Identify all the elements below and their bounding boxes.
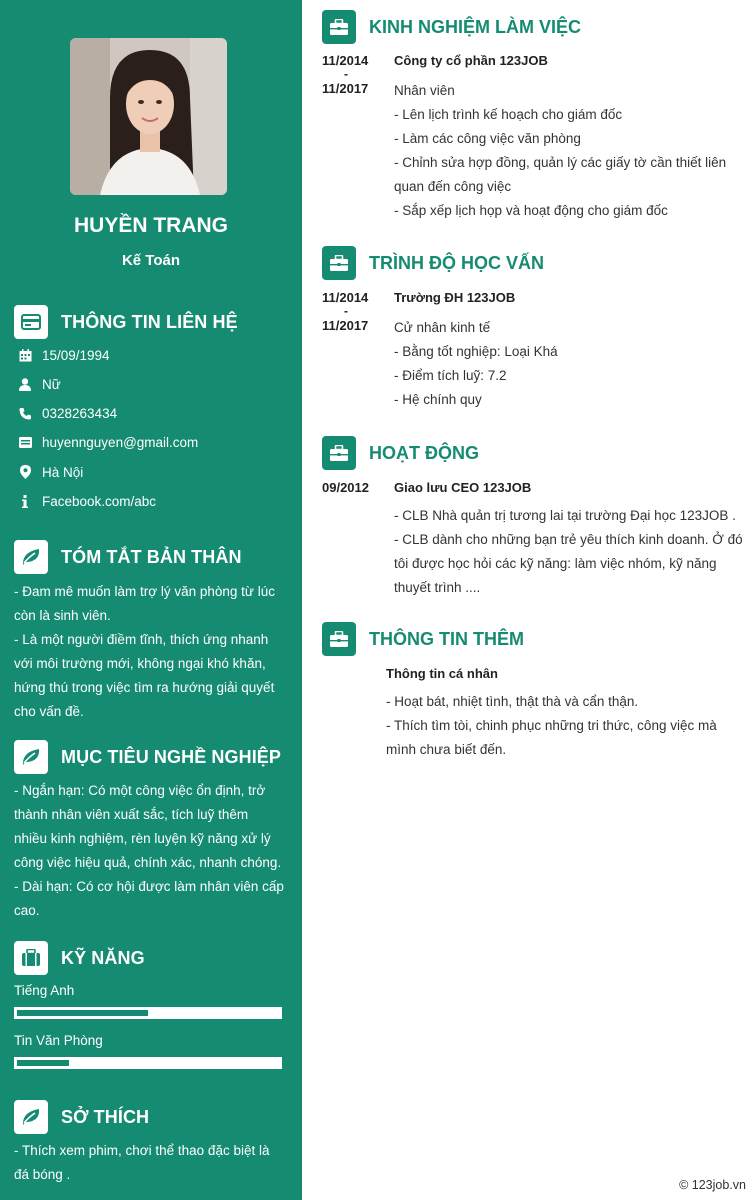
additional-section-header [322,622,524,656]
contact-gender [18,374,61,394]
education-details: Cử nhân kinh tế - Bằng tốt nghiệp: Loại Khá - Điểm tích luỹ: 7.2 - Hệ chính quy [394,320,558,407]
briefcase-icon [322,436,356,470]
activities-date: 09/2012 [322,480,369,495]
skill-bar-office [14,1057,282,1069]
skill-fill [17,1010,148,1016]
education-title: TRÌNH ĐỘ HỌC VẤN [369,252,544,273]
briefcase-icon [322,246,356,280]
person-role: Kế Toán [121,252,181,269]
leaf-icon [14,740,48,774]
contact-phone [18,403,117,423]
phone-icon [18,406,32,420]
contact-website [18,491,156,511]
additional-subtitle: Thông tin cá nhân [386,666,498,681]
additional-details: - Hoạt bát, nhiệt tình, thật thà và cẩn thận. - Thích tìm tòi, chinh phục những tri thức, công việc mà mình chưa biết đến. [386,694,717,757]
activities-event: Giao lưu CEO 123JOB [394,480,532,495]
experience-section-header [322,10,581,44]
skill-bar-english [14,1007,282,1019]
email-value[interactable]: huyennguyen@gmail.com [42,434,199,450]
footer-credit: © 123job.vn [679,1178,746,1192]
education-section-header [322,246,544,280]
sidebar [0,0,302,1200]
education-date-from: 11/2014 [322,290,369,305]
hobbies-section-header [14,1100,149,1134]
contact-birthday [18,345,110,365]
objective-section-header [14,740,281,774]
summary-text: - Đam mê muốn làm trợ lý văn phòng từ lúc còn là sinh viên. - Là một người điềm tĩnh, thích ứng nhanh với môi trường mới, không ngại khó khăn, hứng thú trong việc tìm ra hướng giải quyết cho vấn đề. [14,584,275,719]
activities-details: - CLB Nhà quản trị tương lai tại trường Đại học 123JOB . - CLB dành cho những bạn trẻ yêu thích kinh doanh. Ở đó tôi được học hỏi các kỹ năng: làm việc nhóm, kỹ năng thuyết trình .... [394,508,743,595]
experience-title: KINH NGHIỆM LÀM VIỆC [369,16,582,37]
summary-title: TÓM TẮT BẢN THÂN [61,546,242,567]
experience-date-from: 11/2014 [322,53,369,68]
avatar [70,38,227,195]
objective-text: - Ngắn hạn: Có một công việc ổn định, trở thành nhân viên xuất sắc, tích luỹ thêm nhiều kinh nghiệm, rèn luyện kỹ năng xử lý công việc hiệu quả, chính xác, nhanh chóng. - Dài hạn: Có cơ hội được làm nhân viên cấp cao. [14,783,284,918]
contact-title: THÔNG TIN LIÊN HỆ [61,311,238,332]
objective-title: MỤC TIÊU NGHỀ NGHIỆP [61,746,282,767]
skill-label-english: Tiếng Anh [14,983,75,998]
calendar-icon [18,348,32,362]
leaf-icon [14,1100,48,1134]
address-value: Hà Nội [42,464,84,480]
experience-details: Nhân viên - Lên lịch trình kế hoạch cho giám đốc - Làm các công việc văn phòng - Chỉnh sửa hợp đồng, quản lý các giấy tờ cần thiết liên quan đến công việc - Sắp xếp lịch họp và hoạt động cho giám đốc [394,83,727,218]
skill-fill [17,1060,69,1066]
education-date-dash: - [344,304,348,318]
summary-section-header [14,540,242,574]
skills-title: KỸ NĂNG [61,947,145,968]
experience-date-to: 11/2017 [322,81,369,96]
phone-value: 0328263434 [42,405,118,421]
user-icon [18,377,32,391]
hobbies-title: SỞ THÍCH [61,1106,150,1127]
education-date-to: 11/2017 [322,318,369,333]
birthday-value: 15/09/1994 [42,347,110,363]
gender-value: Nữ [42,376,61,392]
email-icon [18,435,32,449]
info-icon [18,494,32,508]
skills-section-header [14,941,145,975]
website-value[interactable]: Facebook.com/abc [42,493,157,509]
education-school: Trường ĐH 123JOB [394,290,516,305]
briefcase-icon [322,10,356,44]
activities-section-header [322,436,479,470]
skill-label-office: Tin Văn Phòng [14,1033,103,1048]
leaf-icon [14,540,48,574]
card-icon [14,305,48,339]
experience-company: Công ty cổ phần 123JOB [394,53,548,68]
experience-date-dash: - [344,67,348,81]
person-name: HUYỀN TRANG [73,214,228,237]
activities-title: HOẠT ĐỘNG [369,442,479,463]
contact-email [18,432,198,452]
hobbies-text: - Thích xem phim, chơi thể thao đặc biệt là đá bóng . [14,1143,270,1182]
contact-section-header [14,305,238,339]
contact-address [18,462,83,482]
additional-title: THÔNG TIN THÊM [369,628,524,649]
location-pin-icon [18,465,32,479]
briefcase-icon [322,622,356,656]
briefcase-icon [14,941,48,975]
